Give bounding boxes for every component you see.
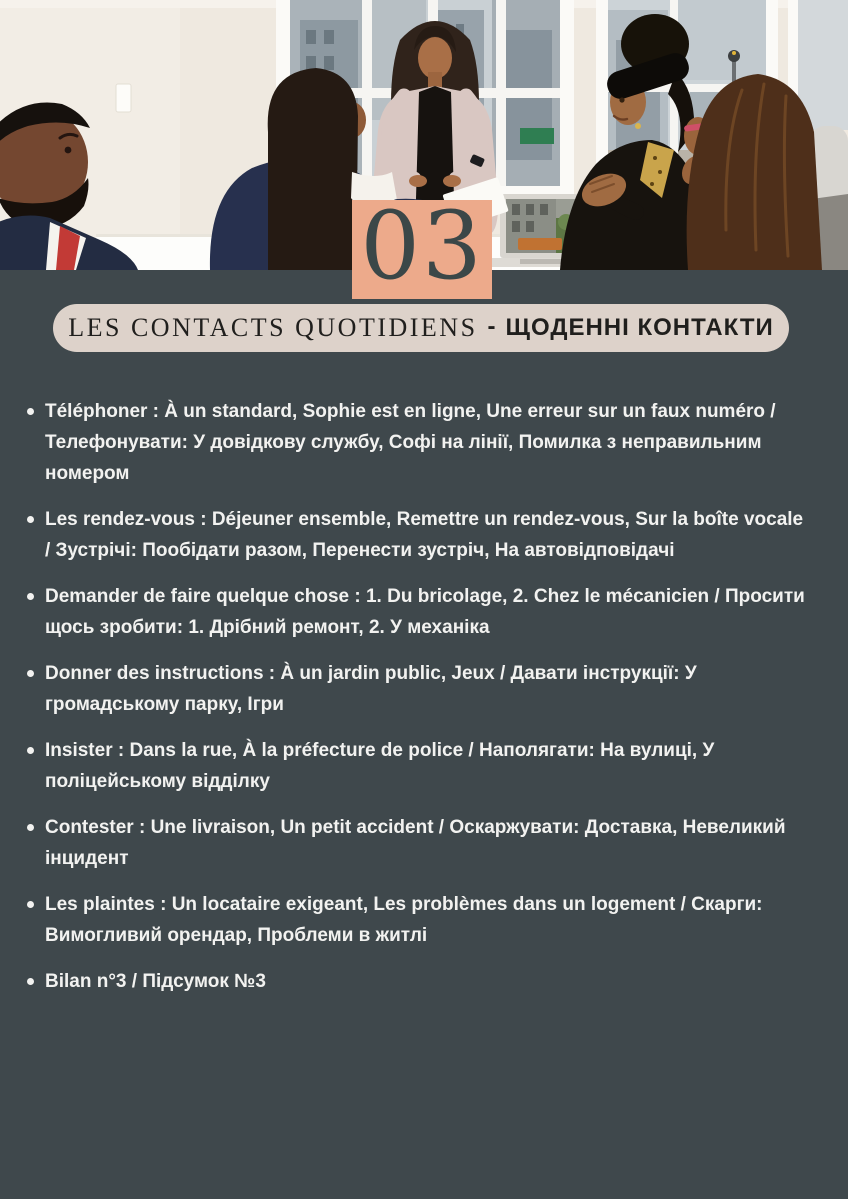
list-item — [26, 735, 812, 797]
list-item-text: Les plaintes : Un locataire exigeant, Les problèmes dans un logement / Скарги: Вимогливий орендар, Проблеми в житлі — [45, 894, 763, 946]
list-item — [26, 812, 812, 874]
title-separator: - — [487, 313, 496, 340]
bullet-dot — [27, 408, 34, 415]
street-sign — [520, 128, 554, 144]
list-item — [26, 966, 812, 997]
bullet-dot — [27, 978, 34, 985]
section-number-box — [352, 191, 492, 301]
list-item-text: Contester : Une livraison, Un petit accident / Оскаржувати: Доставка, Невеликий інцидент — [45, 817, 786, 869]
contents-list — [26, 396, 812, 1012]
list-item — [26, 889, 812, 951]
bullet-dot — [27, 747, 34, 754]
earring — [635, 123, 641, 129]
list-item-text: Demander de faire quelque chose : 1. Du bricolage, 2. Chez le mécanicien / Просити щось зробити: 1. Дрібний ремонт, 2. У механіка — [45, 586, 805, 638]
bullet-dot — [27, 516, 34, 523]
traffic-light — [732, 51, 736, 55]
bullet-dot — [27, 901, 34, 908]
section-number: 03 — [360, 191, 484, 301]
list-item — [26, 504, 812, 566]
title-ukrainian: ЩОДЕННІ КОНТАКТИ — [505, 314, 774, 341]
list-item — [26, 658, 812, 720]
list-item-text: Donner des instructions : À un jardin public, Jeux / Давати інструкції: У громадському парку, Ігри — [45, 663, 697, 715]
list-item — [26, 396, 812, 489]
bullet-dot — [27, 670, 34, 677]
list-item-text: Insister : Dans la rue, À la préfecture de police / Наполягати: На вулиці, У поліцейському відділку — [45, 740, 715, 792]
list-item-text: Téléphoner : À un standard, Sophie est en ligne, Une erreur sur un faux numéro / Телефонувати: У довідкову службу, Софі на лінії, Помилка з неправильним номером — [45, 401, 776, 484]
list-item — [26, 581, 812, 643]
bullet-dot — [27, 824, 34, 831]
title-french: LES CONTACTS QUOTIDIENS — [68, 313, 478, 342]
list-item-text: Bilan n°3 / Підсумок №3 — [45, 971, 266, 992]
light-switch — [116, 84, 131, 112]
bullet-dot — [27, 593, 34, 600]
list-item-text: Les rendez-vous : Déjeuner ensemble, Remettre un rendez-vous, Sur la boîte vocale / Зустрічі: Пообідати разом, Перенести зустріч, На автовідповідачі — [45, 509, 804, 561]
title-banner — [53, 304, 789, 352]
